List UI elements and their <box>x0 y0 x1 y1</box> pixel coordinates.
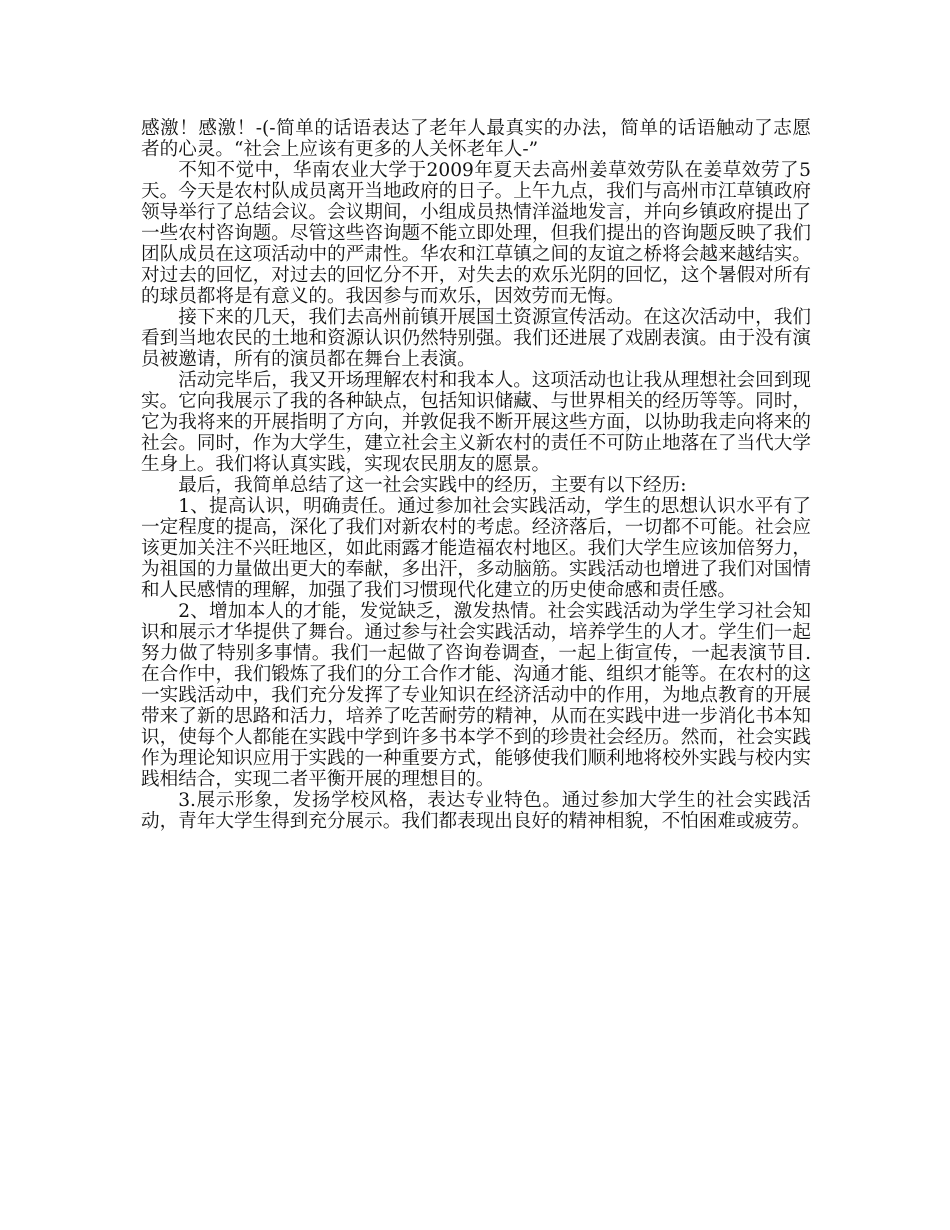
paragraph-closing-quote: 感激！感激！-(-简单的话语表达了老年人最真实的办法，简单的话语触动了志愿者的心灵。“社会上应该有更多的人关怀老年人-” <box>141 118 811 160</box>
paragraph-point-2: 2、增加本人的才能，发觉缺乏，激发热情。社会实践活动为学生学习社会知识和展示才华提供了舞台。通过参与社会实践活动，培养学生的人才。学生们一起努力做了特别多事情。我们一起做了咨询卷调查，一起上街宣传，一起表演节目.在合作中，我们锻炼了我们的分工合作才能、沟通才能、组织才能等。在农村的这一实践活动中，我们充分发挥了专业知识在经济活动中的作用，为地点教育的开展带来了新的思路和活力，培养了吃苦耐劳的精神，从而在实践中进一步消化书本知识，使每个人都能在实践中学到许多书本学不到的珍贵社会经历。然而，社会实践作为理论知识应用于实践的一种重要方式，能够使我们顺利地将校外实践与校内实践相结合，实现二者平衡开展的理想目的。 <box>141 601 811 790</box>
paragraph-point-1: 1、提高认识，明确责任。通过参加社会实践活动，学生的思想认识水平有了一定程度的提高，深化了我们对新农村的考虑。经济落后，一切都不可能。社会应该更加关注不兴旺地区，如此雨露才能造福农村地区。我们大学生应该加倍努力，为祖国的力量做出更大的奉献，多出汗，多动脑筋。实践活动也增进了我们对国情和人民感情的理解，加强了我们习惯现代化建立的历史使命感和责任感。 <box>141 496 811 601</box>
paragraph-summary-meeting: 不知不觉中，华南农业大学于2009年夏天去高州姜草效劳队在姜草效劳了5天。今天是农村队成员离开当地政府的日子。上午九点，我们与高州市江草镇政府领导举行了总结会议。会议期间，小组成员热情洋溢地发言，并向乡镇政府提出了一些农村咨询题。尽管这些咨询题不能立即处理，但我们提出的咨询题反映了我们团队成员在这项活动中的严肃性。华农和江草镇之间的友谊之桥将会越来越结实。对过去的回忆，对过去的回忆分不开，对失去的欢乐光阴的回忆，这个暑假对所有的球员都将是有意义的。我因参与而欢乐，因效劳而无悔。 <box>141 160 811 307</box>
paragraph-land-resources: 接下来的几天，我们去高州前镇开展国土资源宣传活动。在这次活动中，我们看到当地农民的土地和资源认识仍然特别强。我们还进展了戏剧表演。由于没有演员被邀请，所有的演员都在舞台上表演。 <box>141 307 811 370</box>
paragraph-reflection: 活动完毕后，我又开场理解农村和我本人。这项活动也让我从理想社会回到现实。它向我展示了我的各种缺点，包括知识储藏、与世界相关的经历等等。同时，它为我将来的开展指明了方向，并敦促我不断开展这些方面，以协助我走向将来的社会。同时，作为大学生，建立社会主义新农村的责任不可防止地落在了当代大学生身上。我们将认真实践，实现农民朋友的愿景。 <box>141 370 811 475</box>
paragraph-summary-intro: 最后，我简单总结了这一社会实践中的经历，主要有以下经历: <box>178 475 687 496</box>
paragraph-point-3: 3.展示形象，发扬学校风格，表达专业特色。通过参加大学生的社会实践活动，青年大学生得到充分展示。我们都表现出良好的精神相貌，不怕困难或疲劳。 <box>141 790 811 832</box>
document-page <box>141 118 811 832</box>
